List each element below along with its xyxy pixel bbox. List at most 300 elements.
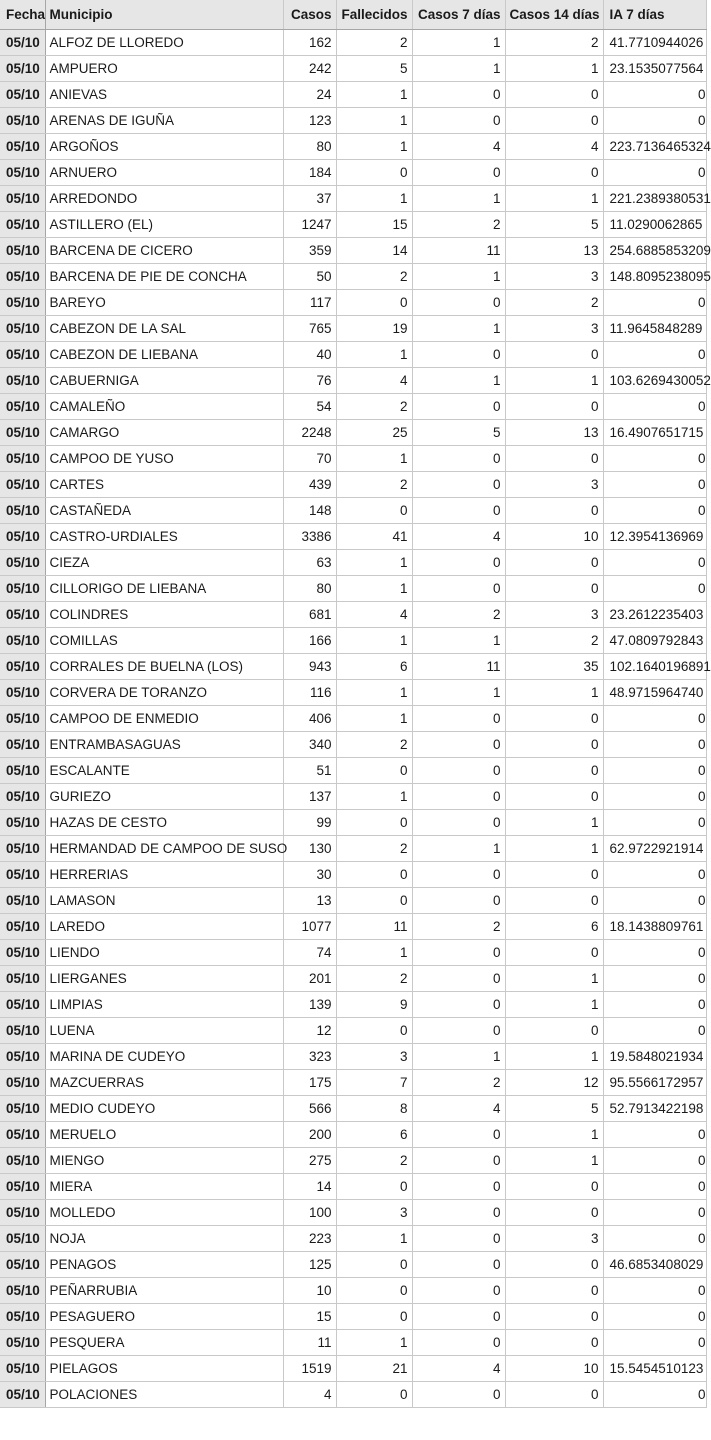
- cell-ia-7-dias[interactable]: 23.1535077564: [603, 55, 706, 81]
- cell-casos-14-dias[interactable]: 0: [505, 1329, 603, 1355]
- cell-ia-7-dias[interactable]: 16.4907651715: [603, 419, 706, 445]
- cell-casos[interactable]: 4: [283, 1381, 336, 1407]
- cell-fecha[interactable]: 05/10: [0, 757, 45, 783]
- cell-casos-7-dias[interactable]: 0: [412, 107, 505, 133]
- cell-casos-14-dias[interactable]: 1: [505, 809, 603, 835]
- cell-casos-14-dias[interactable]: 0: [505, 731, 603, 757]
- cell-casos-14-dias[interactable]: 1: [505, 679, 603, 705]
- cell-fallecidos[interactable]: 7: [336, 1069, 412, 1095]
- cell-casos-7-dias[interactable]: 0: [412, 757, 505, 783]
- cell-fallecidos[interactable]: 1: [336, 133, 412, 159]
- cell-municipio[interactable]: CAMPOO DE ENMEDIO: [45, 705, 283, 731]
- cell-casos-7-dias[interactable]: 0: [412, 783, 505, 809]
- cell-fecha[interactable]: 05/10: [0, 81, 45, 107]
- table-row[interactable]: [0, 445, 706, 471]
- cell-fallecidos[interactable]: 1: [336, 575, 412, 601]
- cell-fallecidos[interactable]: 19: [336, 315, 412, 341]
- cell-casos-14-dias[interactable]: 0: [505, 861, 603, 887]
- cell-casos[interactable]: 63: [283, 549, 336, 575]
- cell-fecha[interactable]: 05/10: [0, 1381, 45, 1407]
- cell-fecha[interactable]: 05/10: [0, 809, 45, 835]
- cell-casos-7-dias[interactable]: 1: [412, 1043, 505, 1069]
- cell-fallecidos[interactable]: 2: [336, 731, 412, 757]
- table-row[interactable]: [0, 1043, 706, 1069]
- table-row[interactable]: [0, 991, 706, 1017]
- cell-fallecidos[interactable]: 0: [336, 809, 412, 835]
- cell-casos-14-dias[interactable]: 0: [505, 1251, 603, 1277]
- cell-fecha[interactable]: 05/10: [0, 575, 45, 601]
- cell-fecha[interactable]: 05/10: [0, 107, 45, 133]
- cell-fallecidos[interactable]: 1: [336, 783, 412, 809]
- cell-casos-14-dias[interactable]: 0: [505, 159, 603, 185]
- table-row[interactable]: [0, 1277, 706, 1303]
- cell-fallecidos[interactable]: 14: [336, 237, 412, 263]
- cell-municipio[interactable]: BARCENA DE PIE DE CONCHA: [45, 263, 283, 289]
- table-row[interactable]: [0, 523, 706, 549]
- cell-fallecidos[interactable]: 0: [336, 1303, 412, 1329]
- table-row[interactable]: [0, 211, 706, 237]
- cell-municipio[interactable]: ARGOÑOS: [45, 133, 283, 159]
- cell-fecha[interactable]: 05/10: [0, 237, 45, 263]
- cell-municipio[interactable]: CAMPOO DE YUSO: [45, 445, 283, 471]
- table-row[interactable]: [0, 289, 706, 315]
- cell-casos-14-dias[interactable]: 0: [505, 705, 603, 731]
- cell-ia-7-dias[interactable]: 52.7913422198: [603, 1095, 706, 1121]
- cell-casos-14-dias[interactable]: 0: [505, 1199, 603, 1225]
- cell-casos-7-dias[interactable]: 0: [412, 965, 505, 991]
- cell-casos[interactable]: 14: [283, 1173, 336, 1199]
- table-row[interactable]: [0, 55, 706, 81]
- cell-fecha[interactable]: 05/10: [0, 133, 45, 159]
- cell-fecha[interactable]: 05/10: [0, 887, 45, 913]
- cell-casos-14-dias[interactable]: 10: [505, 1355, 603, 1381]
- cell-fallecidos[interactable]: 41: [336, 523, 412, 549]
- cell-casos-7-dias[interactable]: 4: [412, 523, 505, 549]
- cell-casos[interactable]: 323: [283, 1043, 336, 1069]
- table-row[interactable]: [0, 1251, 706, 1277]
- cell-casos-14-dias[interactable]: 0: [505, 1017, 603, 1043]
- cell-casos-7-dias[interactable]: 1: [412, 263, 505, 289]
- cell-casos[interactable]: 1519: [283, 1355, 336, 1381]
- cell-fallecidos[interactable]: 0: [336, 497, 412, 523]
- cell-casos[interactable]: 50: [283, 263, 336, 289]
- table-row[interactable]: [0, 1355, 706, 1381]
- cell-ia-7-dias[interactable]: 47.0809792843: [603, 627, 706, 653]
- cell-fecha[interactable]: 05/10: [0, 1225, 45, 1251]
- cell-municipio[interactable]: CIEZA: [45, 549, 283, 575]
- cell-municipio[interactable]: CASTAÑEDA: [45, 497, 283, 523]
- cell-fecha[interactable]: 05/10: [0, 55, 45, 81]
- table-row[interactable]: [0, 393, 706, 419]
- cell-fecha[interactable]: 05/10: [0, 965, 45, 991]
- cell-casos[interactable]: 175: [283, 1069, 336, 1095]
- column-header-fecha[interactable]: Fecha: [0, 0, 45, 29]
- cell-ia-7-dias[interactable]: 0: [603, 783, 706, 809]
- cell-fallecidos[interactable]: 21: [336, 1355, 412, 1381]
- cell-municipio[interactable]: COLINDRES: [45, 601, 283, 627]
- cell-casos[interactable]: 100: [283, 1199, 336, 1225]
- cell-casos[interactable]: 12: [283, 1017, 336, 1043]
- cell-ia-7-dias[interactable]: 0: [603, 393, 706, 419]
- cell-casos-14-dias[interactable]: 0: [505, 1173, 603, 1199]
- cell-casos-14-dias[interactable]: 0: [505, 393, 603, 419]
- cell-municipio[interactable]: LAREDO: [45, 913, 283, 939]
- cell-casos[interactable]: 30: [283, 861, 336, 887]
- cell-fallecidos[interactable]: 4: [336, 601, 412, 627]
- cell-fecha[interactable]: 05/10: [0, 1277, 45, 1303]
- cell-municipio[interactable]: HAZAS DE CESTO: [45, 809, 283, 835]
- cell-casos-7-dias[interactable]: 4: [412, 1095, 505, 1121]
- cell-municipio[interactable]: BARCENA DE CICERO: [45, 237, 283, 263]
- cell-ia-7-dias[interactable]: 223.7136465324: [603, 133, 706, 159]
- cell-casos-7-dias[interactable]: 0: [412, 1303, 505, 1329]
- cell-casos-7-dias[interactable]: 1: [412, 55, 505, 81]
- cell-casos-14-dias[interactable]: 1: [505, 991, 603, 1017]
- cell-fallecidos[interactable]: 3: [336, 1199, 412, 1225]
- cell-casos[interactable]: 340: [283, 731, 336, 757]
- cell-casos-7-dias[interactable]: 0: [412, 1225, 505, 1251]
- cell-fecha[interactable]: 05/10: [0, 1199, 45, 1225]
- cell-ia-7-dias[interactable]: 0: [603, 1277, 706, 1303]
- cell-fecha[interactable]: 05/10: [0, 419, 45, 445]
- cell-casos[interactable]: 1247: [283, 211, 336, 237]
- cell-casos-14-dias[interactable]: 1: [505, 965, 603, 991]
- cell-casos-14-dias[interactable]: 0: [505, 575, 603, 601]
- cell-casos[interactable]: 943: [283, 653, 336, 679]
- cell-casos[interactable]: 681: [283, 601, 336, 627]
- table-row[interactable]: [0, 965, 706, 991]
- cell-fecha[interactable]: 05/10: [0, 835, 45, 861]
- cell-casos-7-dias[interactable]: 1: [412, 835, 505, 861]
- cell-municipio[interactable]: CARTES: [45, 471, 283, 497]
- column-header-casos-14-dias[interactable]: Casos 14 días: [505, 0, 603, 29]
- cell-casos[interactable]: 162: [283, 29, 336, 55]
- cell-casos-14-dias[interactable]: 0: [505, 341, 603, 367]
- cell-ia-7-dias[interactable]: 46.6853408029: [603, 1251, 706, 1277]
- cell-casos-14-dias[interactable]: 0: [505, 1303, 603, 1329]
- cell-casos-7-dias[interactable]: 0: [412, 445, 505, 471]
- table-row[interactable]: [0, 367, 706, 393]
- cell-casos-14-dias[interactable]: 13: [505, 237, 603, 263]
- cell-fecha[interactable]: 05/10: [0, 653, 45, 679]
- cell-casos[interactable]: 139: [283, 991, 336, 1017]
- cell-municipio[interactable]: CABEZON DE LIEBANA: [45, 341, 283, 367]
- cell-ia-7-dias[interactable]: 0: [603, 575, 706, 601]
- cell-fallecidos[interactable]: 1: [336, 445, 412, 471]
- cell-ia-7-dias[interactable]: 0: [603, 159, 706, 185]
- cell-casos-14-dias[interactable]: 0: [505, 939, 603, 965]
- cell-ia-7-dias[interactable]: 0: [603, 809, 706, 835]
- cell-municipio[interactable]: AMPUERO: [45, 55, 283, 81]
- cell-casos[interactable]: 54: [283, 393, 336, 419]
- cell-casos-7-dias[interactable]: 0: [412, 1251, 505, 1277]
- cell-ia-7-dias[interactable]: 0: [603, 887, 706, 913]
- cell-fecha[interactable]: 05/10: [0, 1329, 45, 1355]
- cell-municipio[interactable]: MARINA DE CUDEYO: [45, 1043, 283, 1069]
- cell-casos-7-dias[interactable]: 0: [412, 991, 505, 1017]
- cell-casos-7-dias[interactable]: 0: [412, 341, 505, 367]
- cell-casos-7-dias[interactable]: 0: [412, 1017, 505, 1043]
- cell-fallecidos[interactable]: 1: [336, 939, 412, 965]
- cell-municipio[interactable]: MEDIO CUDEYO: [45, 1095, 283, 1121]
- cell-ia-7-dias[interactable]: 254.6885853209: [603, 237, 706, 263]
- cell-municipio[interactable]: CORRALES DE BUELNA (LOS): [45, 653, 283, 679]
- cell-ia-7-dias[interactable]: 0: [603, 1303, 706, 1329]
- cell-fecha[interactable]: 05/10: [0, 315, 45, 341]
- cell-municipio[interactable]: MERUELO: [45, 1121, 283, 1147]
- cell-ia-7-dias[interactable]: 0: [603, 1199, 706, 1225]
- cell-ia-7-dias[interactable]: 0: [603, 1173, 706, 1199]
- cell-municipio[interactable]: CAMALEÑO: [45, 393, 283, 419]
- cell-fecha[interactable]: 05/10: [0, 939, 45, 965]
- cell-municipio[interactable]: ARREDONDO: [45, 185, 283, 211]
- cell-municipio[interactable]: ALFOZ DE LLOREDO: [45, 29, 283, 55]
- cell-casos-7-dias[interactable]: 1: [412, 367, 505, 393]
- cell-casos-14-dias[interactable]: 0: [505, 1381, 603, 1407]
- cell-casos-7-dias[interactable]: 0: [412, 1147, 505, 1173]
- cell-ia-7-dias[interactable]: 0: [603, 1329, 706, 1355]
- cell-casos[interactable]: 24: [283, 81, 336, 107]
- column-header-ia-7-dias[interactable]: IA 7 días: [603, 0, 706, 29]
- cell-casos[interactable]: 11: [283, 1329, 336, 1355]
- cell-ia-7-dias[interactable]: 0: [603, 107, 706, 133]
- table-row[interactable]: [0, 133, 706, 159]
- cell-fallecidos[interactable]: 2: [336, 29, 412, 55]
- cell-ia-7-dias[interactable]: 0: [603, 1017, 706, 1043]
- cell-casos[interactable]: 76: [283, 367, 336, 393]
- cell-casos-14-dias[interactable]: 4: [505, 133, 603, 159]
- cell-fecha[interactable]: 05/10: [0, 1095, 45, 1121]
- cell-fecha[interactable]: 05/10: [0, 627, 45, 653]
- cell-fecha[interactable]: 05/10: [0, 211, 45, 237]
- cell-casos-7-dias[interactable]: 0: [412, 731, 505, 757]
- cell-municipio[interactable]: PENAGOS: [45, 1251, 283, 1277]
- cell-casos[interactable]: 275: [283, 1147, 336, 1173]
- cell-casos-14-dias[interactable]: 1: [505, 1043, 603, 1069]
- cell-fecha[interactable]: 05/10: [0, 445, 45, 471]
- cell-casos[interactable]: 99: [283, 809, 336, 835]
- table-row[interactable]: [0, 1147, 706, 1173]
- cell-casos-7-dias[interactable]: 0: [412, 575, 505, 601]
- table-row[interactable]: [0, 549, 706, 575]
- cell-fallecidos[interactable]: 1: [336, 1225, 412, 1251]
- cell-fecha[interactable]: 05/10: [0, 471, 45, 497]
- cell-fecha[interactable]: 05/10: [0, 289, 45, 315]
- column-header-municipio[interactable]: Municipio: [45, 0, 283, 29]
- table-row[interactable]: [0, 627, 706, 653]
- cell-fallecidos[interactable]: 11: [336, 913, 412, 939]
- cell-casos[interactable]: 80: [283, 575, 336, 601]
- cell-casos[interactable]: 116: [283, 679, 336, 705]
- table-row[interactable]: [0, 783, 706, 809]
- cell-casos-7-dias[interactable]: 2: [412, 211, 505, 237]
- cell-casos-7-dias[interactable]: 0: [412, 81, 505, 107]
- cell-fallecidos[interactable]: 1: [336, 679, 412, 705]
- cell-fallecidos[interactable]: 1: [336, 341, 412, 367]
- table-row[interactable]: [0, 913, 706, 939]
- cell-fallecidos[interactable]: 0: [336, 1017, 412, 1043]
- cell-casos-14-dias[interactable]: 35: [505, 653, 603, 679]
- table-row[interactable]: [0, 1381, 706, 1407]
- cell-casos[interactable]: 51: [283, 757, 336, 783]
- cell-fecha[interactable]: 05/10: [0, 705, 45, 731]
- cell-municipio[interactable]: HERMANDAD DE CAMPOO DE SUSO: [45, 835, 283, 861]
- cell-casos-14-dias[interactable]: 0: [505, 107, 603, 133]
- cell-fecha[interactable]: 05/10: [0, 159, 45, 185]
- cell-ia-7-dias[interactable]: 12.3954136969: [603, 523, 706, 549]
- cell-casos-14-dias[interactable]: 3: [505, 471, 603, 497]
- cell-ia-7-dias[interactable]: 0: [603, 1225, 706, 1251]
- cell-municipio[interactable]: MOLLEDO: [45, 1199, 283, 1225]
- cell-fecha[interactable]: 05/10: [0, 393, 45, 419]
- cell-casos-14-dias[interactable]: 3: [505, 601, 603, 627]
- cell-casos-7-dias[interactable]: 1: [412, 29, 505, 55]
- cell-municipio[interactable]: ESCALANTE: [45, 757, 283, 783]
- cell-municipio[interactable]: MIENGO: [45, 1147, 283, 1173]
- cell-municipio[interactable]: LIERGANES: [45, 965, 283, 991]
- cell-casos-7-dias[interactable]: 2: [412, 913, 505, 939]
- cell-fecha[interactable]: 05/10: [0, 1173, 45, 1199]
- table-row[interactable]: [0, 653, 706, 679]
- cell-casos[interactable]: 123: [283, 107, 336, 133]
- cell-fecha[interactable]: 05/10: [0, 731, 45, 757]
- cell-casos-14-dias[interactable]: 3: [505, 263, 603, 289]
- cell-casos[interactable]: 200: [283, 1121, 336, 1147]
- cell-ia-7-dias[interactable]: 48.9715964740: [603, 679, 706, 705]
- cell-ia-7-dias[interactable]: 41.7710944026: [603, 29, 706, 55]
- cell-fallecidos[interactable]: 0: [336, 887, 412, 913]
- column-header-casos[interactable]: Casos: [283, 0, 336, 29]
- cell-fallecidos[interactable]: 0: [336, 757, 412, 783]
- cell-municipio[interactable]: LIMPIAS: [45, 991, 283, 1017]
- cell-municipio[interactable]: MAZCUERRAS: [45, 1069, 283, 1095]
- cell-fecha[interactable]: 05/10: [0, 1303, 45, 1329]
- cell-casos-7-dias[interactable]: 1: [412, 185, 505, 211]
- cell-casos[interactable]: 406: [283, 705, 336, 731]
- cell-casos-14-dias[interactable]: 0: [505, 1277, 603, 1303]
- cell-fecha[interactable]: 05/10: [0, 263, 45, 289]
- cell-fallecidos[interactable]: 0: [336, 1173, 412, 1199]
- cell-casos[interactable]: 137: [283, 783, 336, 809]
- cell-casos-14-dias[interactable]: 2: [505, 289, 603, 315]
- cell-casos[interactable]: 10: [283, 1277, 336, 1303]
- cell-casos-14-dias[interactable]: 12: [505, 1069, 603, 1095]
- cell-casos[interactable]: 3386: [283, 523, 336, 549]
- cell-casos[interactable]: 74: [283, 939, 336, 965]
- cell-casos-7-dias[interactable]: 1: [412, 679, 505, 705]
- table-row[interactable]: [0, 1095, 706, 1121]
- cell-casos-7-dias[interactable]: 0: [412, 1381, 505, 1407]
- cell-fecha[interactable]: 05/10: [0, 29, 45, 55]
- cell-fecha[interactable]: 05/10: [0, 991, 45, 1017]
- cell-fallecidos[interactable]: 0: [336, 289, 412, 315]
- table-row[interactable]: [0, 315, 706, 341]
- cell-casos-7-dias[interactable]: 0: [412, 549, 505, 575]
- cell-casos-14-dias[interactable]: 0: [505, 81, 603, 107]
- table-row[interactable]: [0, 705, 706, 731]
- cell-casos-7-dias[interactable]: 0: [412, 705, 505, 731]
- table-row[interactable]: [0, 185, 706, 211]
- cell-casos-14-dias[interactable]: 1: [505, 1121, 603, 1147]
- table-row[interactable]: [0, 1225, 706, 1251]
- table-row[interactable]: [0, 81, 706, 107]
- cell-municipio[interactable]: MIERA: [45, 1173, 283, 1199]
- cell-casos-14-dias[interactable]: 5: [505, 211, 603, 237]
- cell-ia-7-dias[interactable]: 0: [603, 991, 706, 1017]
- cell-municipio[interactable]: GURIEZO: [45, 783, 283, 809]
- cell-casos-7-dias[interactable]: 0: [412, 939, 505, 965]
- cell-municipio[interactable]: ARNUERO: [45, 159, 283, 185]
- cell-casos-7-dias[interactable]: 0: [412, 1329, 505, 1355]
- cell-casos[interactable]: 15: [283, 1303, 336, 1329]
- cell-casos[interactable]: 80: [283, 133, 336, 159]
- cell-municipio[interactable]: LIENDO: [45, 939, 283, 965]
- table-row[interactable]: [0, 471, 706, 497]
- cell-casos-14-dias[interactable]: 0: [505, 757, 603, 783]
- table-row[interactable]: [0, 159, 706, 185]
- cell-ia-7-dias[interactable]: 19.5848021934: [603, 1043, 706, 1069]
- cell-fallecidos[interactable]: 2: [336, 965, 412, 991]
- cell-casos[interactable]: 765: [283, 315, 336, 341]
- cell-ia-7-dias[interactable]: 0: [603, 705, 706, 731]
- cell-casos[interactable]: 439: [283, 471, 336, 497]
- cell-municipio[interactable]: CILLORIGO DE LIEBANA: [45, 575, 283, 601]
- cell-fallecidos[interactable]: 2: [336, 1147, 412, 1173]
- cell-casos-14-dias[interactable]: 0: [505, 497, 603, 523]
- cell-ia-7-dias[interactable]: 0: [603, 341, 706, 367]
- table-row[interactable]: [0, 575, 706, 601]
- cell-casos[interactable]: 566: [283, 1095, 336, 1121]
- cell-casos[interactable]: 40: [283, 341, 336, 367]
- cell-fallecidos[interactable]: 6: [336, 653, 412, 679]
- cell-municipio[interactable]: ARENAS DE IGUÑA: [45, 107, 283, 133]
- cell-fecha[interactable]: 05/10: [0, 549, 45, 575]
- cell-casos-14-dias[interactable]: 0: [505, 549, 603, 575]
- table-row[interactable]: [0, 1329, 706, 1355]
- cell-casos[interactable]: 37: [283, 185, 336, 211]
- cell-casos[interactable]: 166: [283, 627, 336, 653]
- table-row[interactable]: [0, 1017, 706, 1043]
- cell-casos[interactable]: 242: [283, 55, 336, 81]
- cell-casos-14-dias[interactable]: 6: [505, 913, 603, 939]
- cell-fallecidos[interactable]: 5: [336, 55, 412, 81]
- cell-fallecidos[interactable]: 0: [336, 159, 412, 185]
- table-row[interactable]: [0, 1199, 706, 1225]
- cell-casos-14-dias[interactable]: 3: [505, 315, 603, 341]
- cell-casos-7-dias[interactable]: 0: [412, 1199, 505, 1225]
- table-row[interactable]: [0, 1069, 706, 1095]
- table-row[interactable]: [0, 861, 706, 887]
- cell-ia-7-dias[interactable]: 0: [603, 445, 706, 471]
- cell-casos-14-dias[interactable]: 2: [505, 29, 603, 55]
- cell-casos-7-dias[interactable]: 0: [412, 809, 505, 835]
- cell-municipio[interactable]: CABEZON DE LA SAL: [45, 315, 283, 341]
- table-row[interactable]: [0, 835, 706, 861]
- cell-ia-7-dias[interactable]: 0: [603, 549, 706, 575]
- cell-casos-7-dias[interactable]: 0: [412, 887, 505, 913]
- cell-ia-7-dias[interactable]: 11.9645848289: [603, 315, 706, 341]
- cell-casos-7-dias[interactable]: 0: [412, 393, 505, 419]
- cell-fallecidos[interactable]: 1: [336, 549, 412, 575]
- cell-ia-7-dias[interactable]: 148.8095238095: [603, 263, 706, 289]
- cell-casos[interactable]: 117: [283, 289, 336, 315]
- cell-fallecidos[interactable]: 4: [336, 367, 412, 393]
- cell-casos-7-dias[interactable]: 4: [412, 1355, 505, 1381]
- cell-ia-7-dias[interactable]: 0: [603, 965, 706, 991]
- cell-casos-14-dias[interactable]: 0: [505, 887, 603, 913]
- cell-municipio[interactable]: CASTRO-URDIALES: [45, 523, 283, 549]
- cell-fallecidos[interactable]: 1: [336, 627, 412, 653]
